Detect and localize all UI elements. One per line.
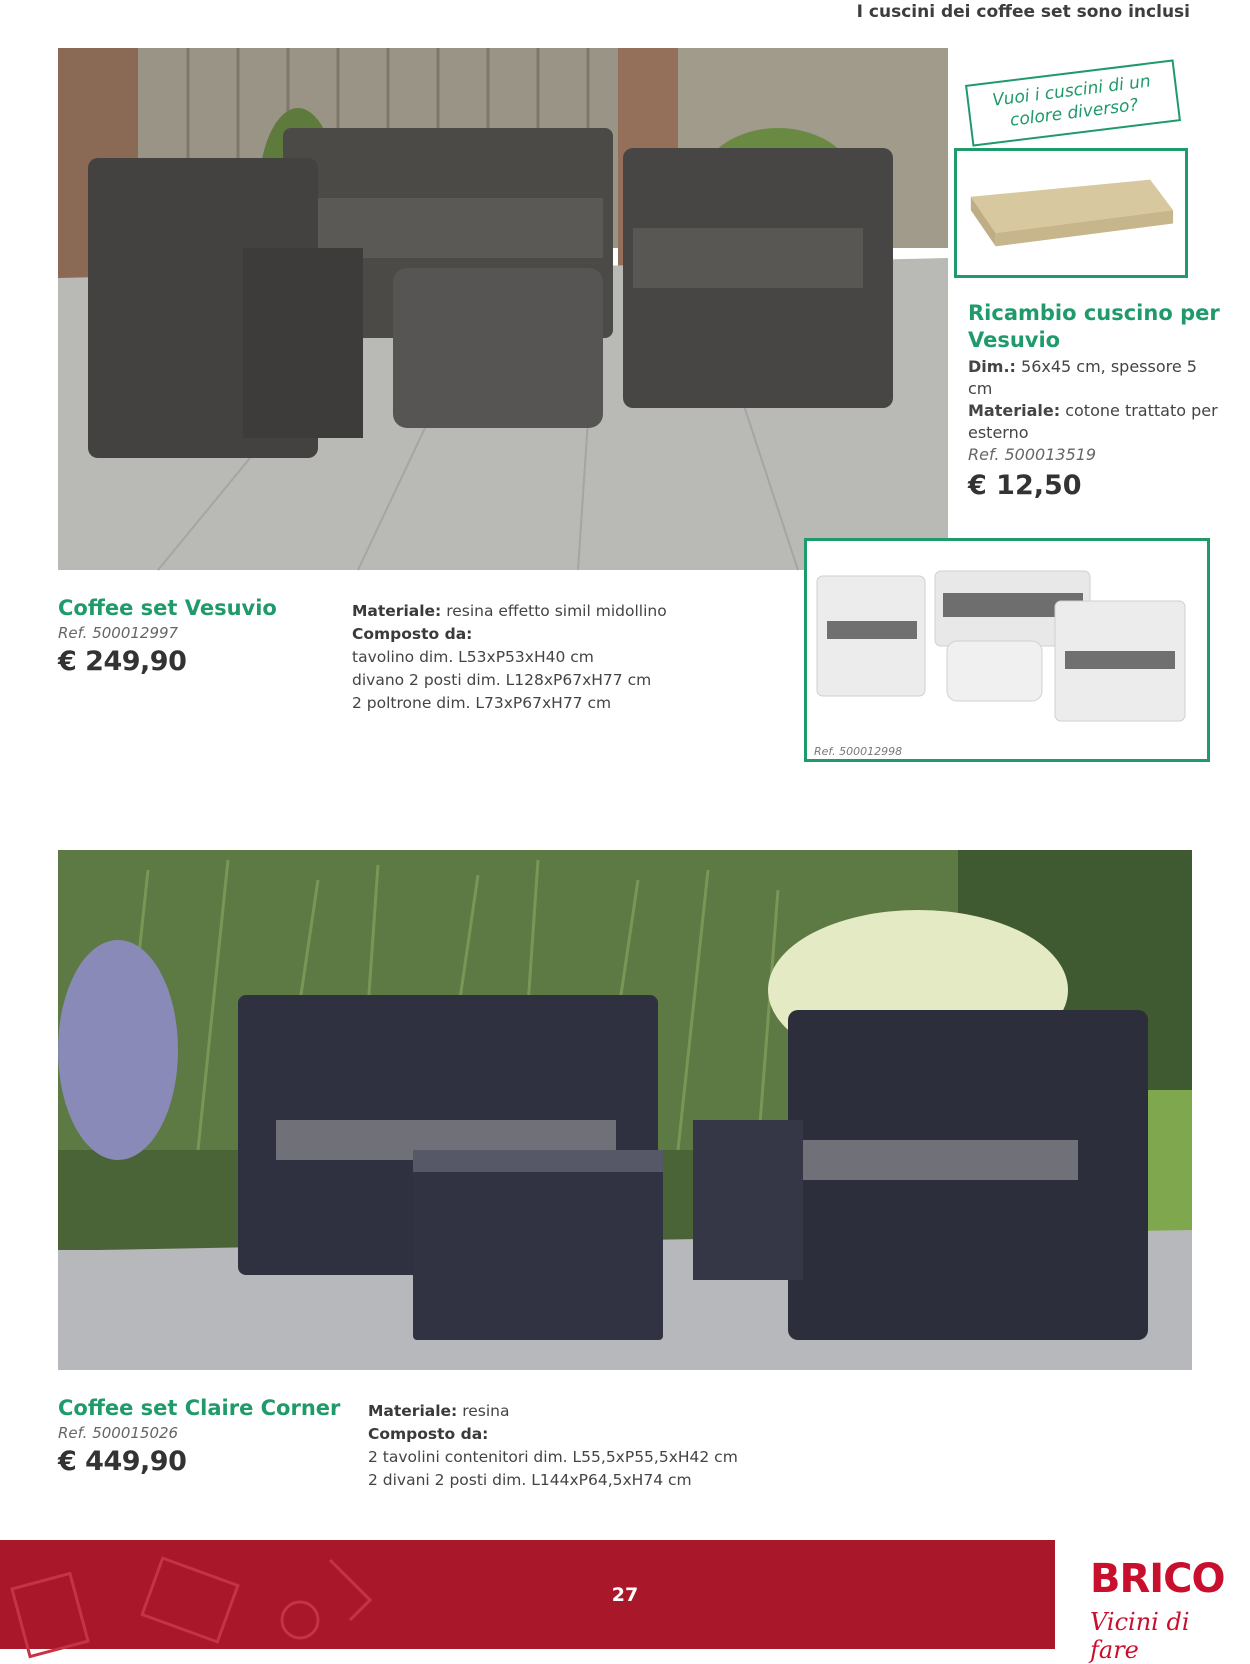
footer-band — [0, 1540, 1055, 1649]
cushion-image-frame — [954, 148, 1188, 278]
spare-cushion-title: Ricambio cuscino per Vesuvio — [968, 301, 1220, 352]
vesuvio-name: Coffee set Vesuvio — [58, 596, 277, 620]
spare-cushion-price: € 12,50 — [968, 470, 1082, 501]
vesuvio-composto-label: Composto da: — [352, 625, 473, 643]
spare-materiale-label: Materiale: — [968, 401, 1061, 420]
vesuvio-materiale-value: resina effetto simil midollino — [446, 602, 667, 620]
logo-tagline: Vicini di fare — [1090, 1608, 1190, 1664]
vesuvio-photo — [58, 48, 948, 570]
spare-dim-value: 56x45 cm, spessore 5 cm — [968, 357, 1197, 398]
claire-composto-label: Composto da: — [368, 1425, 489, 1443]
claire-materiale-label: Materiale: — [368, 1402, 458, 1420]
spare-materiale-value: cotone trattato per esterno — [968, 401, 1218, 442]
logo-brand: BRICO — [1090, 1556, 1225, 1602]
spare-cushion-details — [968, 356, 1218, 466]
vesuvio-white-variant — [804, 538, 1210, 762]
white-variant-image — [807, 541, 1207, 759]
spare-dim-label: Dim.: — [968, 357, 1016, 376]
spare-ref: Ref. 500013519 — [968, 445, 1097, 464]
vesuvio-price: € 249,90 — [58, 646, 187, 677]
cushion-image — [957, 151, 1185, 275]
brico-center-logo — [1080, 1556, 1240, 1664]
claire-item: 2 divani 2 posti dim. L144xP64,5xH74 cm — [368, 1471, 692, 1489]
claire-ref: Ref. 500015026 — [58, 1424, 179, 1442]
claire-price: € 449,90 — [58, 1446, 187, 1477]
claire-materiale-value: resina — [462, 1402, 510, 1420]
claire-name: Coffee set Claire Corner — [58, 1396, 341, 1420]
color-callout: Vuoi i cuscini di un colore diverso? — [965, 59, 1181, 146]
cushions-included-note: I cuscini dei coffee set sono inclusi — [856, 2, 1190, 22]
vesuvio-ref: Ref. 500012997 — [58, 624, 179, 642]
tools-pattern — [0, 1540, 1055, 1649]
white-variant-ref: Ref. 500012998 — [814, 745, 903, 758]
claire-item: 2 tavolini contenitori dim. L55,5xP55,5xH42 cm — [368, 1448, 738, 1466]
claire-photo — [58, 850, 1192, 1370]
vesuvio-materiale-label: Materiale: — [352, 602, 442, 620]
vesuvio-specs — [352, 600, 772, 715]
page-number: 27 — [611, 1584, 639, 1606]
claire-specs — [368, 1400, 828, 1492]
vesuvio-item: tavolino dim. L53xP53xH40 cm — [352, 648, 594, 666]
vesuvio-item: divano 2 posti dim. L128xP67xH77 cm — [352, 671, 652, 689]
vesuvio-item: 2 poltrone dim. L73xP67xH77 cm — [352, 694, 612, 712]
